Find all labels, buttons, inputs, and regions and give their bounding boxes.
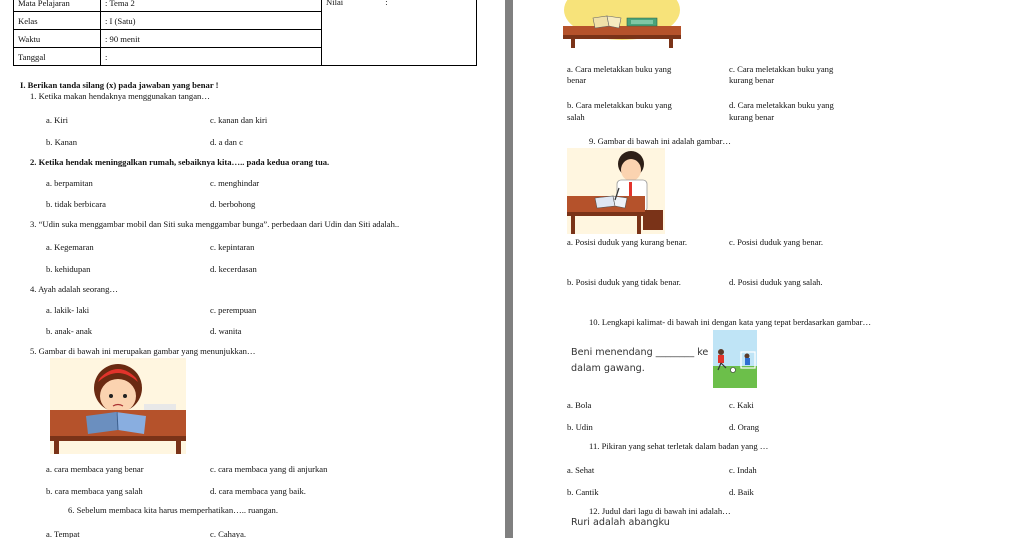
q4-option-a[interactable]: a. lakik- laki [46, 305, 90, 315]
q11-option-d[interactable]: d. Baik [729, 487, 754, 497]
waktu-value: : 90 menit [101, 30, 322, 48]
q2-option-a[interactable]: a. berpamitan [46, 178, 93, 188]
q3-option-c[interactable]: c. kepintaran [210, 242, 255, 252]
q5-option-c[interactable]: c. cara membaca yang di anjurkan [210, 464, 328, 474]
mata-pelajaran-value: : Tema 2 [101, 0, 322, 12]
q9-option-a[interactable]: a. Posisi duduk yang kurang benar. [567, 237, 688, 247]
q4-text: 4. Ayah adalah seorang… [30, 284, 118, 294]
q4-option-c[interactable]: c. perempuan [210, 305, 257, 315]
nilai-box [322, 0, 477, 66]
q10-option-a[interactable]: a. Bola [567, 400, 592, 410]
q2-text: 2. Ketika hendak meninggalkan rumah, sebaiknya kita….. pada kedua orang tua. [30, 157, 330, 167]
q8-option-a-line1[interactable]: a. Cara meletakkan buku yang [567, 64, 672, 74]
q1-option-a[interactable]: a. Kiri [46, 115, 68, 125]
q4-option-b[interactable]: b. anak- anak [46, 326, 93, 336]
nilai-label: Nilai [326, 0, 344, 7]
q8-option-a-line2[interactable]: benar [567, 75, 587, 85]
girl-reading-illustration [50, 358, 186, 454]
right-page [513, 0, 1025, 538]
q11-text: 11. Pikiran yang sehat terletak dalam badan yang … [589, 441, 769, 451]
q11-option-c[interactable]: c. Indah [729, 465, 757, 475]
left-page [0, 0, 505, 538]
q10-text: 10. Lengkapi kalimat- di bawah ini dengan kata yang tepat berdasarkan gambar… [589, 317, 872, 327]
q10-option-c[interactable]: c. Kaki [729, 400, 754, 410]
kicking-ball-illustration [713, 330, 757, 388]
q3-text: 3. “Udin suka menggambar mobil dan Siti suka menggambar bunga”. perbedaan dari Udin dan Siti adalah.. [30, 219, 400, 229]
q8-option-d-line2[interactable]: kurang benar [729, 112, 775, 122]
q3-option-d[interactable]: d. kecerdasan [210, 264, 257, 274]
q4-option-d[interactable]: d. wanita [210, 326, 242, 336]
q8-option-b-line2[interactable]: salah [567, 112, 585, 122]
q1-option-c[interactable]: c. kanan dan kiri [210, 115, 268, 125]
q9-option-d[interactable]: d. Posisi duduk yang salah. [729, 277, 823, 287]
q8-option-b-line1[interactable]: b. Cara meletakkan buku yang [567, 100, 672, 110]
q5-option-a[interactable]: a. cara membaca yang benar [46, 464, 144, 474]
q9-option-b[interactable]: b. Posisi duduk yang tidak benar. [567, 277, 681, 287]
q8-option-c-line2[interactable]: kurang benar [729, 75, 775, 85]
q11-option-a[interactable]: a. Sehat [567, 465, 595, 475]
q12-text: 12. Judul dari lagu di bawah ini adalah… [589, 506, 731, 516]
q10-option-d[interactable]: d. Orang [729, 422, 760, 432]
q8-option-d-line1[interactable]: d. Cara meletakkan buku yang [729, 100, 834, 110]
waktu-label: Waktu [14, 30, 101, 48]
q6-option-a[interactable]: a. Tempat [46, 529, 80, 538]
q2-option-b[interactable]: b. tidak berbicara [46, 199, 106, 209]
q5-option-b[interactable]: b. cara membaca yang salah [46, 486, 143, 496]
q10-option-b[interactable]: b. Udin [567, 422, 593, 432]
q9-option-c[interactable]: c. Posisi duduk yang benar. [729, 237, 824, 247]
header-table [13, 0, 477, 66]
q2-option-d[interactable]: d. berbohong [210, 199, 256, 209]
q1-text: 1. Ketika makan hendaknya menggunakan tangan… [30, 91, 210, 101]
q10-sentence-line2: dalam gawang. [571, 363, 645, 374]
q8-option-c-line1[interactable]: c. Cara meletakkan buku yang [729, 64, 834, 74]
q5-text: 5. Gambar di bawah ini merupakan gambar yang menunjukkan… [30, 346, 256, 356]
q6-option-c[interactable]: c. Cahaya. [210, 529, 247, 538]
q1-option-b[interactable]: b. Kanan [46, 137, 78, 147]
q3-option-a[interactable]: a. Kegemaran [46, 242, 94, 252]
nilai-value: : [385, 0, 388, 7]
q11-option-b[interactable]: b. Cantik [567, 487, 599, 497]
q12-song-line1: Ruri adalah abangku [571, 517, 670, 528]
tanggal-label: Tanggal [14, 48, 101, 66]
q9-text: 9. Gambar di bawah ini adalah gambar… [589, 136, 731, 146]
boy-writing-illustration [567, 148, 665, 234]
q10-sentence-line1: Beni menendang ________ ke [571, 347, 709, 358]
q5-option-d[interactable]: d. cara membaca yang baik. [210, 486, 306, 496]
q6-text: 6. Sebelum membaca kita harus memperhatikan….. ruangan. [68, 505, 279, 515]
instruction-heading: I. Berikan tanda silang (x) pada jawaban yang benar ! [20, 80, 219, 90]
tanggal-value: : [101, 48, 322, 66]
mata-pelajaran-label: Mata Pelajaran [14, 0, 101, 12]
q1-option-d[interactable]: d. a dan c [210, 137, 243, 147]
books-on-desk-illustration [561, 0, 683, 48]
kelas-value: : I (Satu) [101, 12, 322, 30]
q3-option-b[interactable]: b. kehidupan [46, 264, 91, 274]
q2-option-c[interactable]: c. menghindar [210, 178, 260, 188]
kelas-label: Kelas [14, 12, 101, 30]
